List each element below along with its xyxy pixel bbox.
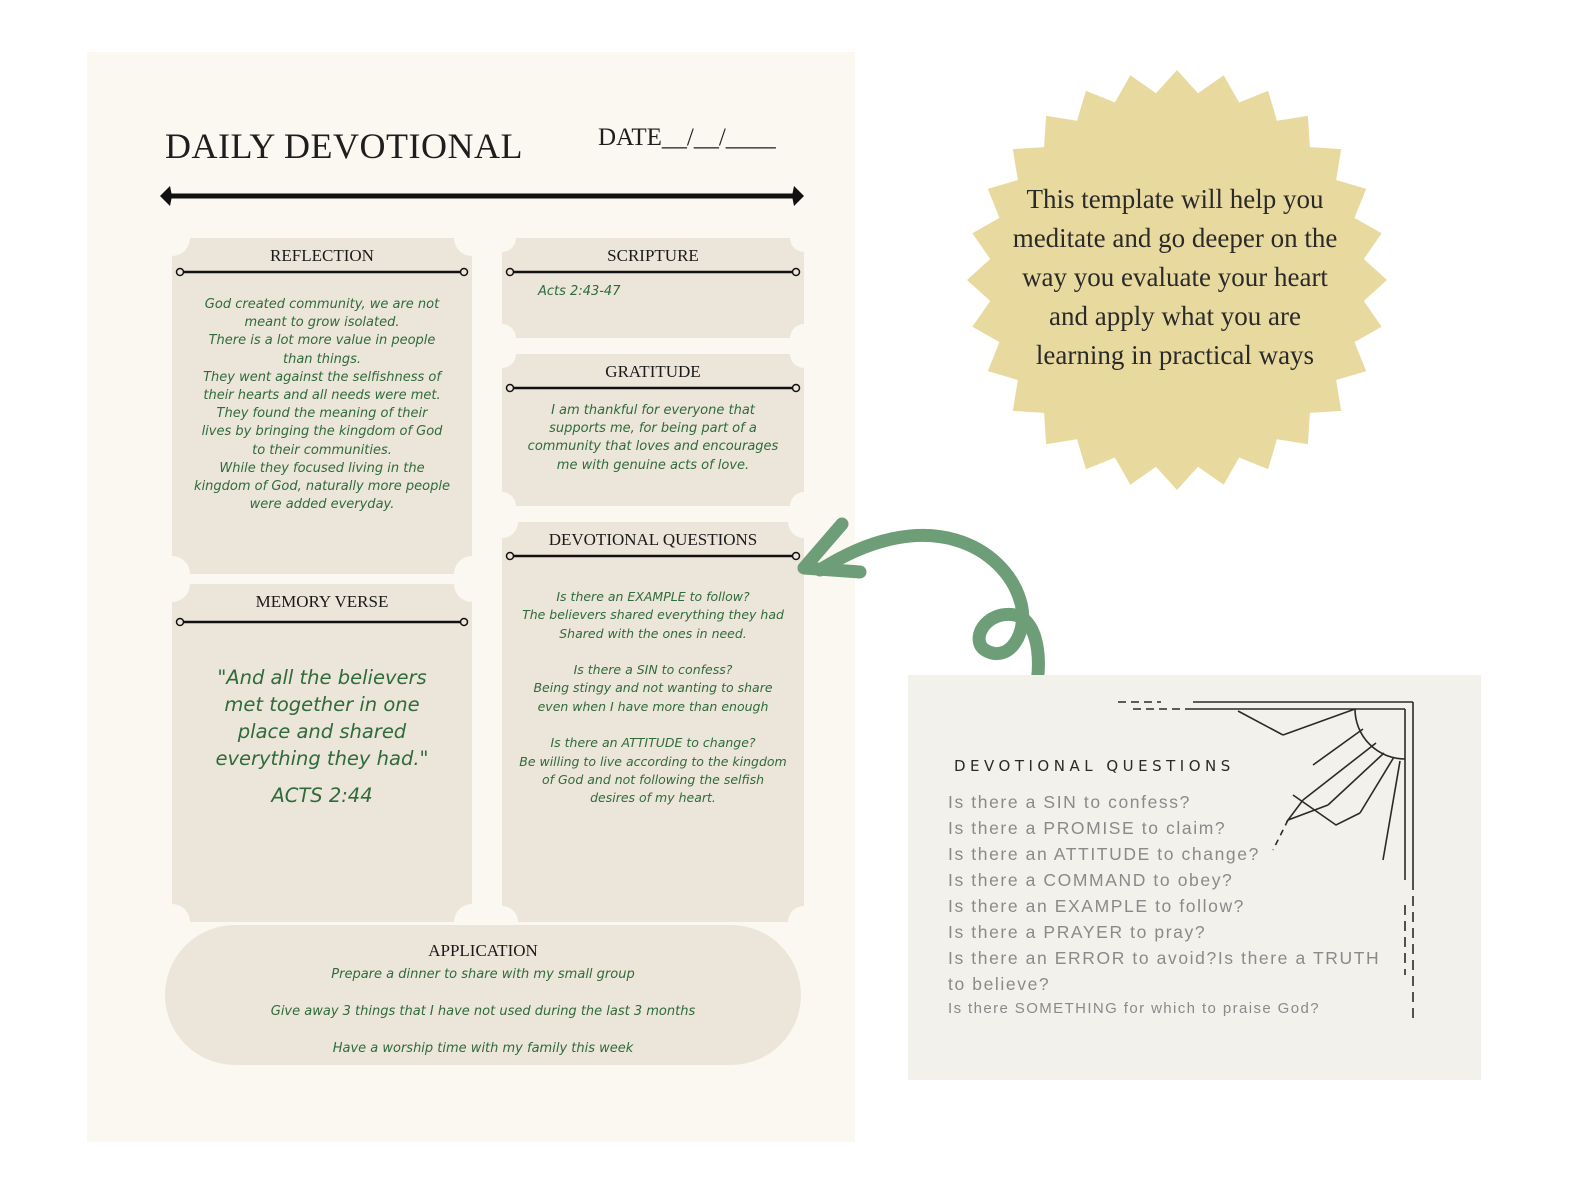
application-line: Have a worship time with my family this week (332, 1041, 634, 1056)
devotional-questions-card (502, 522, 804, 922)
panel-title: DEVOTIONAL QUESTIONS (954, 757, 1235, 775)
application-card (165, 925, 801, 1065)
memory-verse-reference: ACTS 2:44 (271, 784, 373, 807)
gratitude-divider (502, 382, 804, 394)
question-item: Is there an EXAMPLE to follow? (948, 896, 1246, 916)
scripture-card (502, 238, 804, 338)
reflection-title: REFLECTION (270, 246, 374, 265)
reflection-card (172, 238, 472, 574)
page-title: DAILY DEVOTIONAL (165, 126, 523, 166)
badge-text: This template will help you meditate and go deeper on the way you evaluate your heart and apply what you are learning in practical ways (1012, 184, 1338, 370)
devotional-questions-text: Is there an EXAMPLE to follow? The believers shared everything they had Shared with the ones in need. Is there a SIN to confess? Being stingy and not wanting to share even when I have more than enough Is there an ATTITUDE to change? Be willing to live according to the kingdom of God and not following the selfish desires of my heart. (519, 589, 787, 806)
gratitude-title: GRATITUDE (605, 362, 701, 381)
application-title: APPLICATION (428, 941, 538, 960)
reflection-text: God created community, we are not meant to grow isolated. There is a lot more value in people than things. They went against the selfishness of their hearts and all needs were met. They found the meaning of their lives by bringing the kingdom of God to their communities. While they focused living in the kingdom of God, naturally more people were added everyday. (194, 297, 450, 513)
title-divider (158, 182, 806, 210)
gratitude-card (502, 354, 804, 506)
question-item: Is there an ERROR to avoid?Is there a TRUTH to believe? (948, 948, 1381, 994)
question-item: Is there a PRAYER to pray? (948, 922, 1207, 942)
devotional-questions-divider (502, 550, 804, 562)
application-line: Prepare a dinner to share with my small group (331, 967, 635, 982)
memory-verse-quote: "And all the believers met together in one place and shared everything they had." (215, 666, 429, 770)
question-item: Is there a SIN to confess? (948, 792, 1191, 812)
question-item: Is there a COMMAND to obey? (948, 870, 1234, 890)
question-list (948, 789, 1388, 1021)
application-line: Give away 3 things that I have not used during the last 3 months (270, 1004, 696, 1019)
devotional-questions-title: DEVOTIONAL QUESTIONS (548, 530, 758, 549)
date-label: DATE__/__/____ (598, 124, 776, 151)
reflection-divider (172, 266, 472, 278)
memory-verse-divider (172, 616, 472, 628)
scripture-title: SCRIPTURE (607, 246, 699, 265)
question-item: Is there an ATTITUDE to change? (948, 844, 1260, 864)
question-item: Is there SOMETHING for which to praise God? (948, 1000, 1320, 1017)
question-item: Is there a PROMISE to claim? (948, 818, 1227, 838)
scripture-divider (502, 266, 804, 278)
gratitude-text: I am thankful for everyone that supports me, for being part of a community that loves and encourages me with genuine acts of love. (527, 403, 779, 473)
memory-verse-title: MEMORY VERSE (255, 592, 389, 611)
memory-verse-card (172, 584, 472, 922)
scripture-text: Acts 2:43-47 (538, 284, 621, 299)
devotional-questions-panel (908, 675, 1481, 1080)
